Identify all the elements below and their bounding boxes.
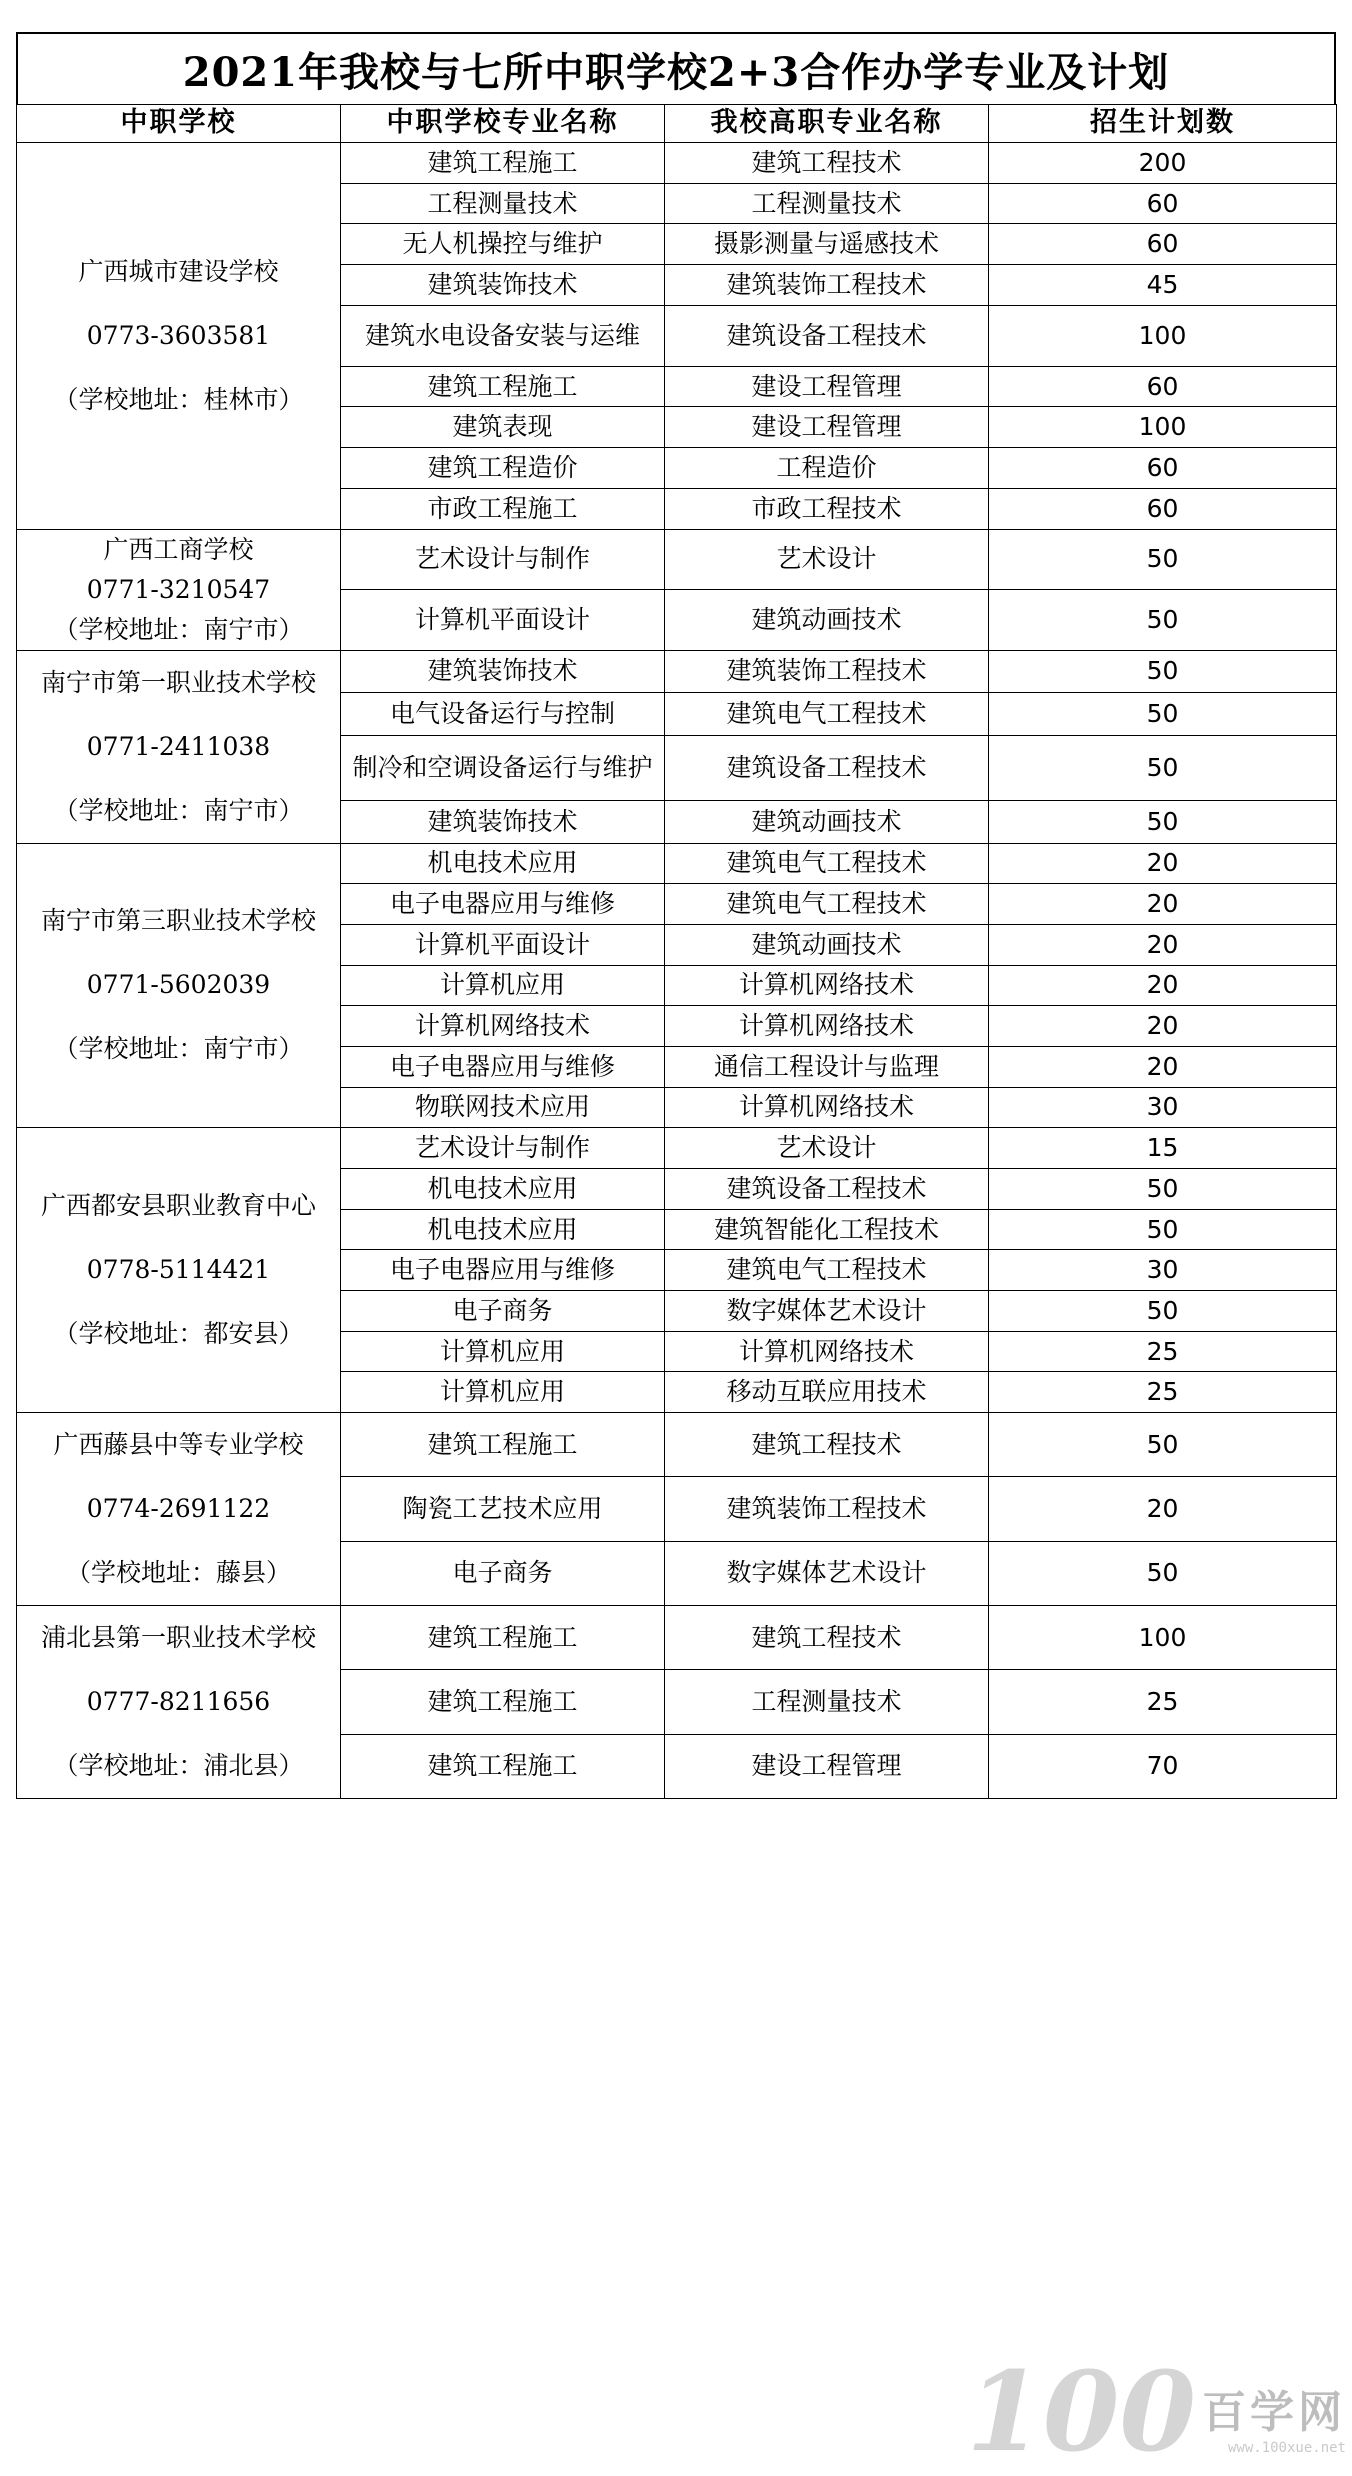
program-cell: 建筑工程技术 <box>665 1606 989 1670</box>
program-cell: 通信工程设计与监理 <box>665 1046 989 1087</box>
program-cell: 计算机网络技术 <box>665 1331 989 1372</box>
plan-cell: 20 <box>989 965 1337 1006</box>
plan-cell: 50 <box>989 529 1337 590</box>
major-cell: 制冷和空调设备运行与维护 <box>341 736 665 800</box>
program-cell: 摄影测量与遥感技术 <box>665 224 989 265</box>
program-cell: 数字媒体艺术设计 <box>665 1541 989 1605</box>
program-cell: 建筑装饰工程技术 <box>665 1477 989 1541</box>
plan-cell: 15 <box>989 1128 1337 1169</box>
header-program: 我校高职专业名称 <box>665 105 989 143</box>
plan-cell: 50 <box>989 1169 1337 1210</box>
school-phone: 0773-3603581 <box>86 320 271 350</box>
major-cell: 计算机网络技术 <box>341 1006 665 1047</box>
program-cell: 计算机网络技术 <box>665 1006 989 1047</box>
plan-sheet <box>16 32 1336 1799</box>
school-phone: 0771-2411038 <box>86 731 271 761</box>
major-cell: 计算机应用 <box>341 965 665 1006</box>
plan-cell: 20 <box>989 1006 1337 1047</box>
title-box <box>16 32 1336 104</box>
school-name: 浦北县第一职业技术学校 <box>40 1623 316 1653</box>
plan-cell: 50 <box>989 736 1337 800</box>
plan-cell: 100 <box>989 1606 1337 1670</box>
plan-cell: 100 <box>989 305 1337 366</box>
table-row <box>17 650 1337 693</box>
major-cell: 电子商务 <box>341 1541 665 1605</box>
school-cell <box>17 843 341 1128</box>
major-cell: 建筑工程施工 <box>341 1606 665 1670</box>
table-row <box>17 1128 1337 1169</box>
header-row <box>17 105 1337 143</box>
major-cell: 艺术设计与制作 <box>341 1128 665 1169</box>
program-cell: 移动互联应用技术 <box>665 1372 989 1413</box>
major-cell: 机电技术应用 <box>341 1169 665 1210</box>
plan-cell: 20 <box>989 884 1337 925</box>
plan-cell: 60 <box>989 183 1337 224</box>
watermark-logo: 100 <box>966 2347 1196 2476</box>
program-cell: 市政工程技术 <box>665 488 989 529</box>
major-cell: 建筑装饰技术 <box>341 650 665 693</box>
program-cell: 建筑装饰工程技术 <box>665 265 989 306</box>
major-cell: 机电技术应用 <box>341 1209 665 1250</box>
program-cell: 计算机网络技术 <box>665 965 989 1006</box>
program-cell: 建筑装饰工程技术 <box>665 650 989 693</box>
plan-cell: 60 <box>989 488 1337 529</box>
plan-cell: 50 <box>989 800 1337 843</box>
plan-cell: 45 <box>989 265 1337 306</box>
school-phone: 0771-3210547 <box>86 574 271 604</box>
plan-cell: 50 <box>989 1541 1337 1605</box>
school-name: 南宁市第三职业技术学校 <box>40 906 316 936</box>
major-cell: 机电技术应用 <box>341 843 665 884</box>
program-cell: 建筑动画技术 <box>665 924 989 965</box>
major-cell: 无人机操控与维护 <box>341 224 665 265</box>
school-cell <box>17 1128 341 1413</box>
plan-cell: 50 <box>989 650 1337 693</box>
plan-cell: 50 <box>989 1209 1337 1250</box>
program-cell: 建筑动画技术 <box>665 800 989 843</box>
major-cell: 艺术设计与制作 <box>341 529 665 590</box>
program-cell: 建筑设备工程技术 <box>665 1169 989 1210</box>
watermark-name: 百学网 <box>1202 2387 1346 2438</box>
school-phone: 0774-2691122 <box>86 1494 271 1524</box>
school-address: （学校地址：桂林市） <box>53 384 304 414</box>
program-cell: 建设工程管理 <box>665 407 989 448</box>
table-row <box>17 1606 1337 1670</box>
program-cell: 工程测量技术 <box>665 183 989 224</box>
major-cell: 建筑工程施工 <box>341 1670 665 1734</box>
program-cell: 建筑工程技术 <box>665 143 989 184</box>
major-cell: 建筑装饰技术 <box>341 800 665 843</box>
program-cell: 工程测量技术 <box>665 1670 989 1734</box>
major-cell: 计算机应用 <box>341 1331 665 1372</box>
major-cell: 工程测量技术 <box>341 183 665 224</box>
school-address: （学校地址：都安县） <box>53 1319 304 1349</box>
program-cell: 建筑电气工程技术 <box>665 843 989 884</box>
plan-cell: 60 <box>989 366 1337 407</box>
plan-cell: 20 <box>989 1046 1337 1087</box>
plan-cell: 20 <box>989 1477 1337 1541</box>
school-phone: 0777-8211656 <box>86 1687 271 1717</box>
plan-cell: 200 <box>989 143 1337 184</box>
plan-cell: 60 <box>989 224 1337 265</box>
school-phone: 0771-5602039 <box>86 970 271 1000</box>
table-row <box>17 1413 1337 1477</box>
program-cell: 建筑电气工程技术 <box>665 884 989 925</box>
school-name: 广西工商学校 <box>103 534 254 564</box>
table-row <box>17 529 1337 590</box>
plan-cell: 30 <box>989 1087 1337 1128</box>
program-cell: 工程造价 <box>665 448 989 489</box>
school-name: 广西都安县职业教育中心 <box>40 1191 316 1221</box>
school-address: （学校地址：南宁市） <box>53 614 304 644</box>
plan-cell: 25 <box>989 1372 1337 1413</box>
program-cell: 建筑电气工程技术 <box>665 693 989 736</box>
table-row <box>17 143 1337 184</box>
major-cell: 电子电器应用与维修 <box>341 884 665 925</box>
major-cell: 建筑工程施工 <box>341 366 665 407</box>
school-name: 南宁市第一职业技术学校 <box>40 667 316 697</box>
plan-body <box>17 143 1337 1799</box>
major-cell: 建筑工程施工 <box>341 143 665 184</box>
major-cell: 计算机应用 <box>341 1372 665 1413</box>
school-cell <box>17 650 341 843</box>
program-cell: 艺术设计 <box>665 1128 989 1169</box>
major-cell: 建筑表现 <box>341 407 665 448</box>
plan-cell: 20 <box>989 924 1337 965</box>
major-cell: 电子电器应用与维修 <box>341 1250 665 1291</box>
watermark <box>966 2347 1346 2476</box>
major-cell: 电子电器应用与维修 <box>341 1046 665 1087</box>
plan-cell: 100 <box>989 407 1337 448</box>
school-name: 广西城市建设学校 <box>78 256 279 286</box>
plan-cell: 50 <box>989 1291 1337 1332</box>
major-cell: 建筑工程施工 <box>341 1413 665 1477</box>
plan-cell: 70 <box>989 1734 1337 1798</box>
header-school: 中职学校 <box>17 105 341 143</box>
program-cell: 建筑设备工程技术 <box>665 305 989 366</box>
school-address: （学校地址：南宁市） <box>53 795 304 825</box>
plan-cell: 60 <box>989 448 1337 489</box>
school-name: 广西藤县中等专业学校 <box>53 1430 304 1460</box>
program-cell: 建设工程管理 <box>665 1734 989 1798</box>
plan-cell: 50 <box>989 693 1337 736</box>
major-cell: 陶瓷工艺技术应用 <box>341 1477 665 1541</box>
program-cell: 建设工程管理 <box>665 366 989 407</box>
major-cell: 电气设备运行与控制 <box>341 693 665 736</box>
plan-cell: 20 <box>989 843 1337 884</box>
plan-cell: 50 <box>989 590 1337 651</box>
school-address: （学校地址：南宁市） <box>53 1034 304 1064</box>
school-cell <box>17 1606 341 1799</box>
plan-cell: 25 <box>989 1670 1337 1734</box>
header-major: 中职学校专业名称 <box>341 105 665 143</box>
program-cell: 建筑智能化工程技术 <box>665 1209 989 1250</box>
watermark-url: www.100xue.net <box>1227 2440 1346 2456</box>
plan-cell: 30 <box>989 1250 1337 1291</box>
program-cell: 艺术设计 <box>665 529 989 590</box>
plan-cell: 50 <box>989 1413 1337 1477</box>
major-cell: 物联网技术应用 <box>341 1087 665 1128</box>
page-title: 2021年我校与七所中职学校2+3合作办学专业及计划 <box>182 48 1170 96</box>
major-cell: 计算机平面设计 <box>341 924 665 965</box>
major-cell: 市政工程施工 <box>341 488 665 529</box>
major-cell: 建筑水电设备安装与运维 <box>341 305 665 366</box>
plan-table <box>16 104 1337 1799</box>
school-phone: 0778-5114421 <box>86 1255 271 1285</box>
program-cell: 计算机网络技术 <box>665 1087 989 1128</box>
table-row <box>17 843 1337 884</box>
school-cell <box>17 1413 341 1606</box>
school-cell <box>17 143 341 530</box>
school-address: （学校地址：浦北县） <box>53 1751 304 1781</box>
program-cell: 建筑动画技术 <box>665 590 989 651</box>
major-cell: 建筑工程施工 <box>341 1734 665 1798</box>
program-cell: 建筑电气工程技术 <box>665 1250 989 1291</box>
major-cell: 电子商务 <box>341 1291 665 1332</box>
school-cell <box>17 529 341 650</box>
program-cell: 建筑工程技术 <box>665 1413 989 1477</box>
major-cell: 计算机平面设计 <box>341 590 665 651</box>
header-plan: 招生计划数 <box>989 105 1337 143</box>
program-cell: 建筑设备工程技术 <box>665 736 989 800</box>
program-cell: 数字媒体艺术设计 <box>665 1291 989 1332</box>
major-cell: 建筑装饰技术 <box>341 265 665 306</box>
major-cell: 建筑工程造价 <box>341 448 665 489</box>
plan-cell: 25 <box>989 1331 1337 1372</box>
watermark-text <box>1202 2376 1346 2456</box>
school-address: （学校地址：藤县） <box>65 1558 291 1588</box>
